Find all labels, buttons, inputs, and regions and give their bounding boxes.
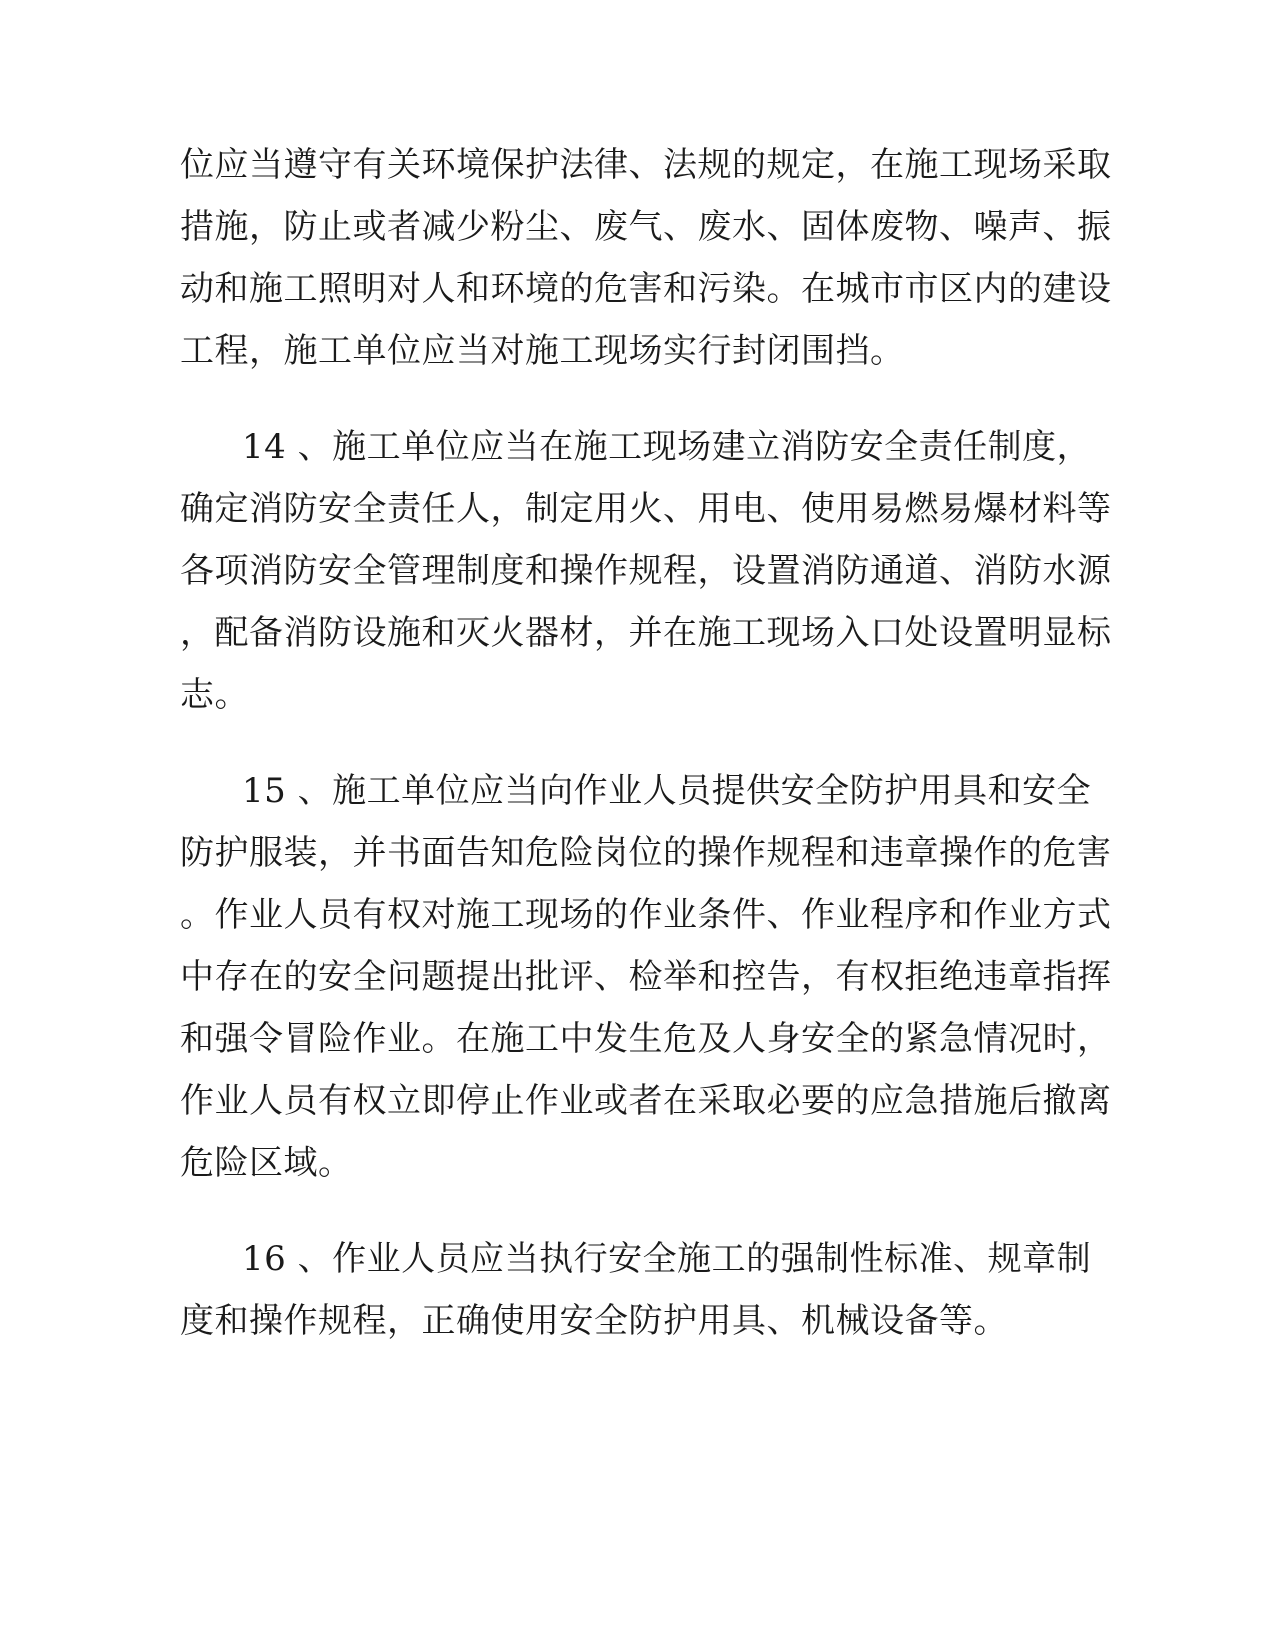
text-line: 措施，防止或者减少粉尘、废气、废水、固体废物、噪声、振 — [180, 207, 1112, 247]
text-line: 14 、施工单位应当在施工现场建立消防安全责任制度， — [242, 427, 1092, 467]
paragraph-13-continued — [180, 134, 1112, 382]
text-line: 16 、作业人员应当执行安全施工的强制性标准、规章制 — [242, 1239, 1092, 1279]
text-line: 防护服装，并书面告知危险岗位的操作规程和违章操作的危害 — [180, 833, 1112, 873]
paragraph-14 — [180, 416, 1112, 726]
paragraph-15 — [180, 760, 1112, 1194]
document-body — [180, 134, 1112, 1386]
text-line: 15 、施工单位应当向作业人员提供安全防护用具和安全 — [242, 771, 1092, 811]
text-line: 动和施工照明对人和环境的危害和污染。在城市市区内的建设 — [180, 269, 1112, 309]
text-line: 危险区域。 — [180, 1143, 353, 1183]
text-line: 作业人员有权立即停止作业或者在采取必要的应急措施后撤离 — [180, 1081, 1112, 1121]
text-line: 各项消防安全管理制度和操作规程，设置消防通道、消防水源 — [180, 551, 1112, 591]
text-line: 工程，施工单位应当对施工现场实行封闭围挡。 — [180, 331, 905, 371]
text-line: ，配备消防设施和灭火器材，并在施工现场入口处设置明显标 — [180, 613, 1112, 653]
text-line: 和强令冒险作业。在施工中发生危及人身安全的紧急情况时， — [180, 1019, 1112, 1059]
text-line: 志。 — [180, 675, 249, 715]
text-line: 中存在的安全问题提出批评、检举和控告，有权拒绝违章指挥 — [180, 957, 1112, 997]
text-line: 。作业人员有权对施工现场的作业条件、作业程序和作业方式 — [180, 895, 1112, 935]
text-line: 确定消防安全责任人，制定用火、用电、使用易燃易爆材料等 — [180, 489, 1112, 529]
paragraph-16 — [180, 1228, 1092, 1352]
text-line: 位应当遵守有关环境保护法律、法规的规定，在施工现场采取 — [180, 145, 1112, 185]
text-line: 度和操作规程，正确使用安全防护用具、机械设备等。 — [180, 1301, 1008, 1341]
